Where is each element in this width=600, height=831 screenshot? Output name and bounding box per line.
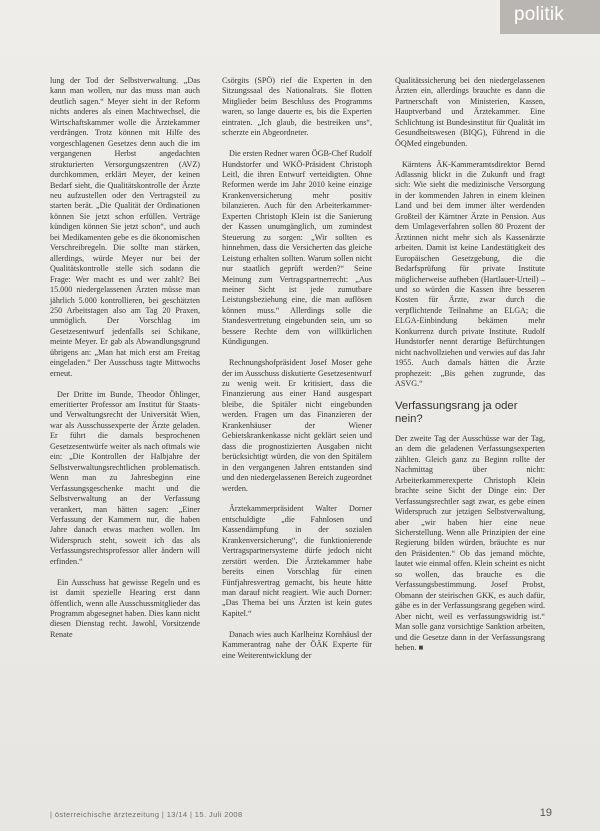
- text-column-2: [222, 76, 372, 672]
- publication-line: | österreichische ärztezeitung | 13/14 | 15. Juli 2008: [50, 810, 243, 819]
- paragraph-text: Der zweite Tag der Ausschüsse war der Tag, an dem die geladenen Verfassungsexperten zählten. Gleich ganz zu Beginn rollte der Nachmittag über nicht: Arbeiterkammerexperte Christoph Klein brachte seine Sicht der Dinge ein: Der Verfassungsrechtler sagt zwar, es gebe einen Widerspruch zur jetzigen Selbstverwaltung, aber „wir haben hier eine neue Sicherstellung. Wenn alle Prinzipien der eine Regierung bilden würden, bräuchte es nur den Präsidenten.“ Ob das jemand möchte, lautet wie einmal offen. Klein scheint es nicht so wollen, das brauche es die Verfassungsbestimmung. Josef Probst, Obmann der steirischen GKK, es auch dafür, gäbe es in der Verfassungsrang gegeben wird. Aber nicht, weil es verfassungswidrig ist.“ Man solle ganz vorsichtige Sanktion arbeiten, und die Gesetze dann in der Verfassungsrang heben.: [395, 433, 545, 652]
- section-tag: [500, 0, 600, 34]
- end-of-article-mark: ■: [418, 642, 424, 652]
- section-heading: Verfassungsrang ja oder nein?: [395, 399, 518, 425]
- paragraph: Danach wies auch Karlheinz Kornhäusl der Kammerantrag nahe der ÖÄK Experte für eine Weiterentwicklung der: [222, 629, 372, 660]
- paragraph: Ein Ausschuss hat gewisse Regeln und es ist damit spezielle Hearing erst dann öffentlich, wenn alle Ausschussmitglieder das Programm abgesegnet haben. Dies kann nicht diesen Dienstag recht. Jawohl, Vorsitzende Renate: [50, 577, 200, 639]
- paragraph: [395, 434, 545, 654]
- paragraph: Die ersten Redner waren ÖGB-Chef Rudolf Hundstorfer und WKÖ-Präsident Christoph Leitl, die ihren Entwurf verteidigten. Ohne Reformen werde im Jahr 2010 keine einzige Krankenversicherung mehr positiv bilanzieren. Auch für den Arbeiterkammer-Experten Christoph Klein ist die Sanierung der Kassen unumgänglich, um zumindest Steuerung zu sorgen: „Wir sollten es hinnehmen, dass die Versicherten das gleiche Leistung erhalten sollten. Warum sollen nicht nur staatlich geprüft werden?“ Seine Meinung zum Vertragspartnerrecht: „Aus meiner Sicht ist jede zumutbare Leistungsbeziehung eine, die man auflösen können muss.“ Allerdings solle die Standesvertretung eingebunden sein, um so bessere Rechte dem von willkürlichen Kündigungen.: [222, 149, 372, 347]
- paragraph: Ärztekammerpräsident Walter Dorner entschuldigte „die Fahnlosen und Kassendämpfung in der sozialen Krankenversicherung“, die funktionierende Vertragspartnersysteme dürfe jedoch nicht zerstört werden. Die Ärztekammer habe bereits einen Vorschlag für einen Fünfjahresvertrag gemacht, bis heute hätte man darauf nicht reagiert. Wie auch Dorner: „Das Thema bei uns Ärzten ist kein gutes Kapitel.“: [222, 504, 372, 618]
- page-number: 19: [539, 807, 552, 819]
- text-column-3: [395, 76, 545, 664]
- paragraph: Qualitätssicherung bei den niedergelassenen Ärzten ein, allerdings brauchte es dann die Partnerschaft von Ministerien, Kassen, Hauptverband und Ärztekammer. Eine Schlichtung ist Bundesinstitut für Qualität im Gesundheitswesen (BIQG), Führend in die ÖQMed eingebunden.: [395, 76, 545, 148]
- text-column-1: [50, 76, 200, 651]
- paragraph: Rechnungshofpräsident Josef Moser gehe der im Ausschuss diskutierte Gesetzesentwurf zu wenig weit. Er kritisiert, dass die Finanzierung aus einer Hand ausgespart bleibe, die Spitäler nicht eingebunden werden. Fragen um das Finanzieren der Krankenhäuser der Wiener Gebietskrankenkasse nicht geklärt seien und dass die prognostizierten Ausgaben nicht berücksichtigt würden, die von den Spitälern in den vergangenen Jahren entstanden sind und den niedergelassenen Bereich zugeordnet werden.: [222, 358, 372, 493]
- paragraph: Csörgits (SPÖ) rief die Experten in den Sitzungssaal des Nationalrats. Sie flotten Mitglieder beim Beschluss des Programms waren, so lange dauerte es, bis die Experten eintraten. „Ich glaub, die bestreiken uns“, scherzte ein Abgeordneter.: [222, 76, 372, 138]
- paragraph: Kärntens ÄK-Kammeramtsdirektor Bernd Adlassnig blickt in die Zukunft und fragt sich: Wie sieht die medizinische Versorgung in der kommenden Jahren in einem kleinen Land und bei dem immer älter werdenden Großteil der Kärntner Ärzte in Pension. Aus dem Umlageverfahren sollen 80 Prozent der Ärztinnen nicht mehr sich als Kassenärzte arbeiten. Damit ist keine Landestätigkeit des Europäischen Gesetzgebung, die die Bedarfsprüfung für private Institute möglicherweise aufheben (Hartlauer-Urteil) – und so würden die Kassen ihre besseren Kosten für Ärzte, zwar durch die verpflichtende Teilnahme an ELGA; die ELGA-Einbindung bekämen mehr Konkurrenz durch private Institute. Rudolf Hundstorfer nennt derartige Befürchtungen nicht nachvollziehen und verwies auf das Jahr 1955. Auch damals hätten die Ärzte prophezeit: „Bis gehen zugrunde, das ASVG.“: [395, 159, 545, 389]
- section-tag-label: politik: [514, 4, 564, 25]
- page-footer: [50, 807, 552, 824]
- paragraph: lung der Tod der Selbstverwaltung. „Das kann man wollen, nur das muss man auch deutlich sagen.“ Meyer sieht in der Reform nichts anderes als einen Machtwechsel, die Wirtschaftskammer wolle die Ärztekammer verdrängen. Trotz können mit Hilfe des vorgeschlagenen Gesetzes denn auch die im vergangenen Herbst angedachten strukturierten Versorgungszentren (AVZ) durchkommen, erklärt Meyer, der keinen Bedarf sieht, die Qualitätskontrolle der Ärzte neu aufzustellen oder den Vertragsteil zu starten berät. „Die Qualität der Ordinationen können Sie jetzt schon erfüllen. Verträge kündigen können Sie jetzt schon“, und auch bei Medikamenten gebe es die ökonomischen Verschreibregeln. Die sollte man stärken, allerdings, würde Meyer nur bei der Qualitätskontrolle stelle sich sodann die Frage: Wer macht es und wer zahlt? Bei 15.000 niedergelassenen Ärzten müsse man jährlich 5.000 kontrollieren, bei geschätzten 250 Arbeitstagen also am Tag 20 Praxen, unmöglich. Der Vorschlag im Gesetzesentwurf jedenfalls sei Schikane, meinte Meyer. Er gab als Abwandlungsgrund übrigens an: „Man hat mich erst am Freitag eingeladen.“ Der Ausschuss tagte Mittwochs erneut.: [50, 76, 200, 378]
- paragraph: Der Dritte im Bunde, Theodor Öhlinger, emeritierter Professor am Institut für Staats- und Verwaltungsrecht der Universität Wien, war als Ausschussexperte der Ärzte geladen. Er führt die damals besprochenen Gesetzesentwürfe weiter als nach oftmals wie ein: „Die Kontrollen der Halbjahre der Selbstverwaltungsrechtlichen problematisch. Wenn man zu Jahresbeginn eine Verfassungsgeschenke macht und die Selbstverwaltung an der Verfassung verankert, man hätten sagen: „Einer Verfassung der Kammern nur, die haben Jahre danach etwas machen wollen. Im Widerspruch steht, soweit ich das als Verfassungsrechtsprofessor aller ändern will erfinden.“: [50, 389, 200, 566]
